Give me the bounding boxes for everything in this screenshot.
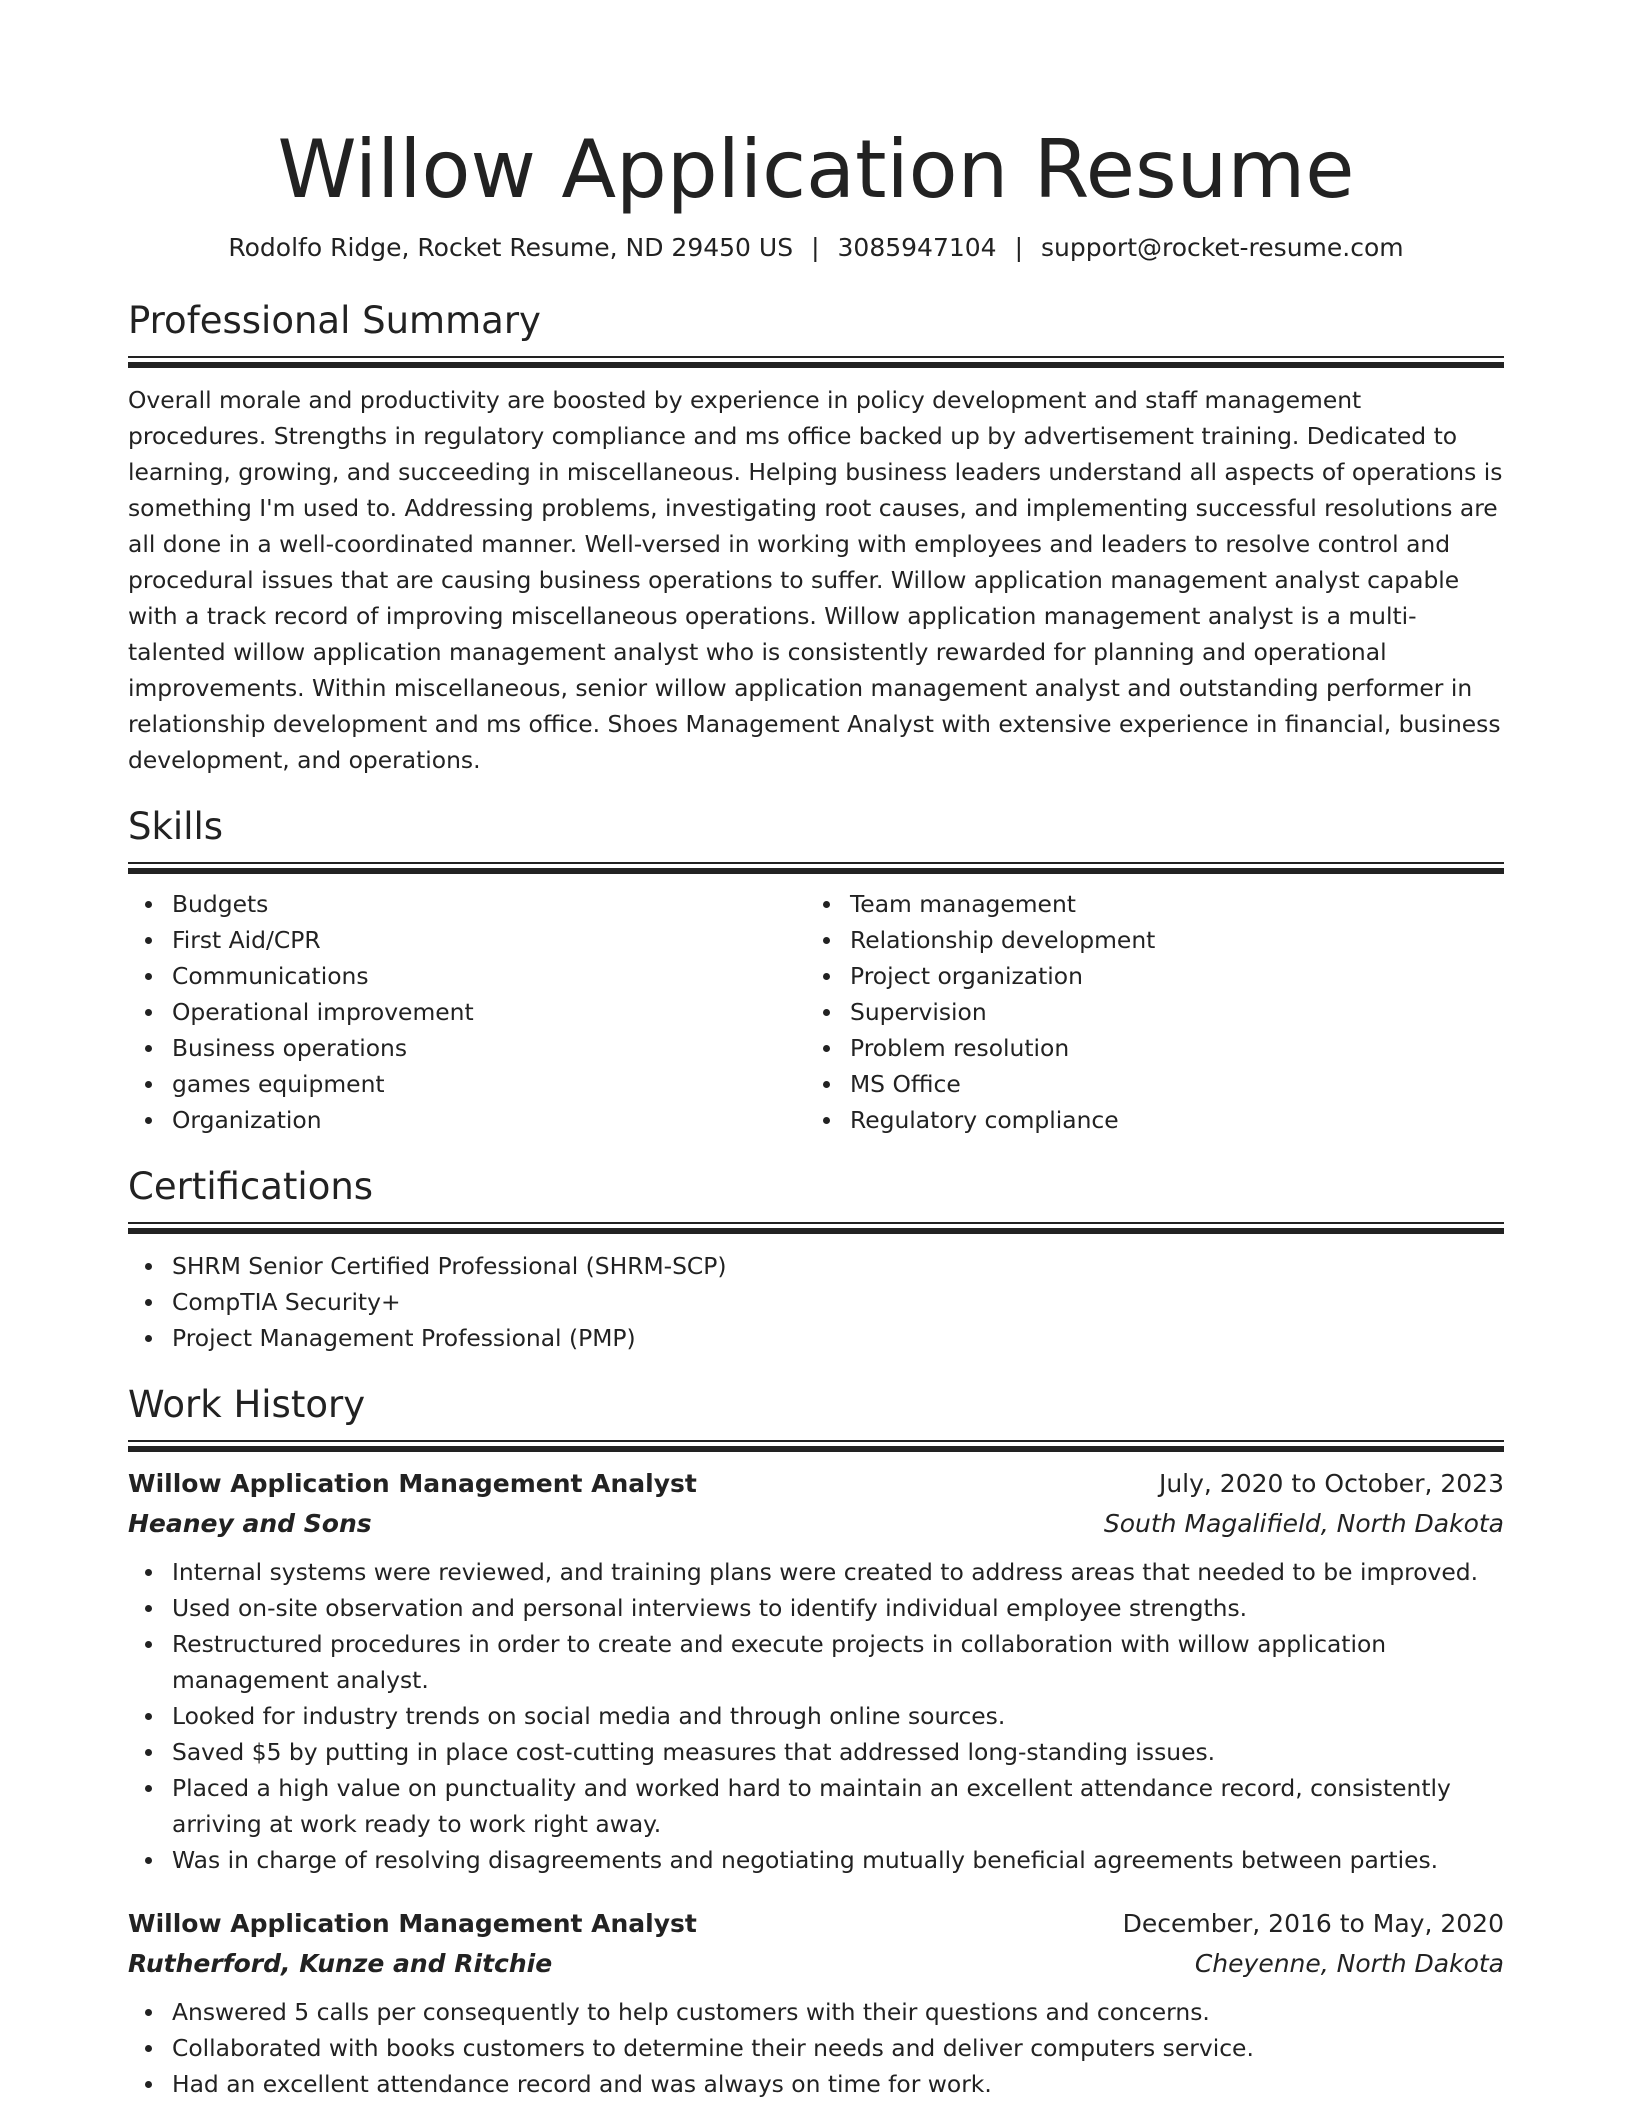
certifications-section	[128, 1164, 1504, 1356]
duty-item: Restructured procedures in order to create and execute projects in collaboration with willow application management analyst.	[128, 1626, 1504, 1698]
skill-item: Budgets	[128, 886, 806, 922]
work-history-heading: Work History	[128, 1383, 366, 1426]
contact-email: support@rocket-resume.com	[1041, 233, 1404, 262]
resume-page	[128, 0, 1504, 2102]
job-subheader	[128, 1944, 1504, 1984]
job-location: Cheyenne, North Dakota	[1194, 1949, 1504, 1978]
job-duties-list	[128, 1994, 1504, 2102]
skills-heading: Skills	[128, 805, 224, 848]
contact-separator: |	[1014, 233, 1024, 262]
section-divider	[128, 1440, 1504, 1452]
section-divider	[128, 1222, 1504, 1234]
skill-item: Operational improvement	[128, 994, 806, 1030]
job-company: Heaney and Sons	[128, 1509, 372, 1538]
job-location: South Magalifield, North Dakota	[1103, 1509, 1504, 1538]
skill-item: Regulatory compliance	[806, 1102, 1484, 1138]
summary-text: Overall morale and productivity are boosted by experience in policy development and staff management procedures. Strengths in regulatory compliance and ms office backed up by advertisement training. Dedicated to learning, growing, and succeeding in miscellaneous. Helping business leaders understand all aspects of operations is something I'm used to. Addressing problems, investigating root causes, and implementing successful resolutions are all done in a well-coordinated manner. Well-versed in working with employees and leaders to resolve control and procedural issues that are causing business operations to suffer. Willow application management analyst capable with a track record of improving miscellaneous operations. Willow application management analyst is a multi-talented willow application management analyst who is consistently rewarded for planning and operational improvements. Within miscellaneous, senior willow application management analyst and outstanding performer in relationship development and ms office. Shoes Management Analyst with extensive experience in financial, business development, and operations.	[128, 386, 1503, 774]
job-entry	[128, 1464, 1504, 1878]
skill-item: Problem resolution	[806, 1030, 1484, 1066]
skill-item: games equipment	[128, 1066, 806, 1102]
skill-item: Team management	[806, 886, 1484, 922]
duty-item: Saved $5 by putting in place cost-cutting measures that addressed long-standing issues.	[128, 1734, 1504, 1770]
skill-item: Communications	[128, 958, 806, 994]
duty-item: Had an excellent attendance record and was always on time for work.	[128, 2066, 1504, 2102]
job-title: Willow Application Management Analyst	[128, 1469, 697, 1498]
resume-name: Willow Application Resume	[277, 123, 1355, 216]
skill-item: Supervision	[806, 994, 1484, 1030]
duty-item: Looked for industry trends on social media and through online sources.	[128, 1698, 1504, 1734]
work-history-section	[128, 1382, 1504, 2102]
summary-section	[128, 298, 1504, 778]
job-dates: December, 2016 to May, 2020	[1122, 1909, 1504, 1938]
skill-item: Business operations	[128, 1030, 806, 1066]
summary-heading: Professional Summary	[128, 299, 541, 342]
skills-list-left	[128, 886, 806, 1138]
job-entry	[128, 1904, 1504, 2102]
contact-line	[128, 232, 1504, 264]
certification-item: SHRM Senior Certified Professional (SHRM-SCP)	[128, 1248, 1504, 1284]
job-duties-list	[128, 1554, 1504, 1878]
duty-item: Internal systems were reviewed, and training plans were created to address areas that needed to be improved.	[128, 1554, 1504, 1590]
certifications-list	[128, 1248, 1504, 1356]
skills-list-right	[806, 886, 1484, 1138]
skills-section	[128, 804, 1504, 1138]
skills-columns	[128, 886, 1504, 1138]
job-company: Rutherford, Kunze and Ritchie	[128, 1949, 553, 1978]
skill-item: Relationship development	[806, 922, 1484, 958]
duty-item: Was in charge of resolving disagreements and negotiating mutually beneficial agreements between parties.	[128, 1842, 1504, 1878]
certification-item: Project Management Professional (PMP)	[128, 1320, 1504, 1356]
section-divider	[128, 356, 1504, 368]
contact-address: Rodolfo Ridge, Rocket Resume, ND 29450 US	[228, 233, 794, 262]
duty-item: Collaborated with books customers to determine their needs and deliver computers service.	[128, 2030, 1504, 2066]
duty-item: Placed a high value on punctuality and worked hard to maintain an excellent attendance record, consistently arriving at work ready to work right away.	[128, 1770, 1504, 1842]
certifications-heading: Certifications	[128, 1165, 374, 1208]
duty-item: Used on-site observation and personal interviews to identify individual employee strengths.	[128, 1590, 1504, 1626]
job-title: Willow Application Management Analyst	[128, 1909, 697, 1938]
skill-item: Project organization	[806, 958, 1484, 994]
certification-item: CompTIA Security+	[128, 1284, 1504, 1320]
contact-separator: |	[811, 233, 820, 262]
skill-item: Organization	[128, 1102, 806, 1138]
job-dates: July, 2020 to October, 2023	[1158, 1469, 1504, 1498]
job-header	[128, 1464, 1504, 1504]
job-subheader	[128, 1504, 1504, 1544]
job-header	[128, 1904, 1504, 1944]
duty-item: Answered 5 calls per consequently to help customers with their questions and concerns.	[128, 1994, 1504, 2030]
skill-item: First Aid/CPR	[128, 922, 806, 958]
contact-phone: 3085947104	[837, 233, 997, 262]
section-divider	[128, 862, 1504, 874]
skill-item: MS Office	[806, 1066, 1484, 1102]
